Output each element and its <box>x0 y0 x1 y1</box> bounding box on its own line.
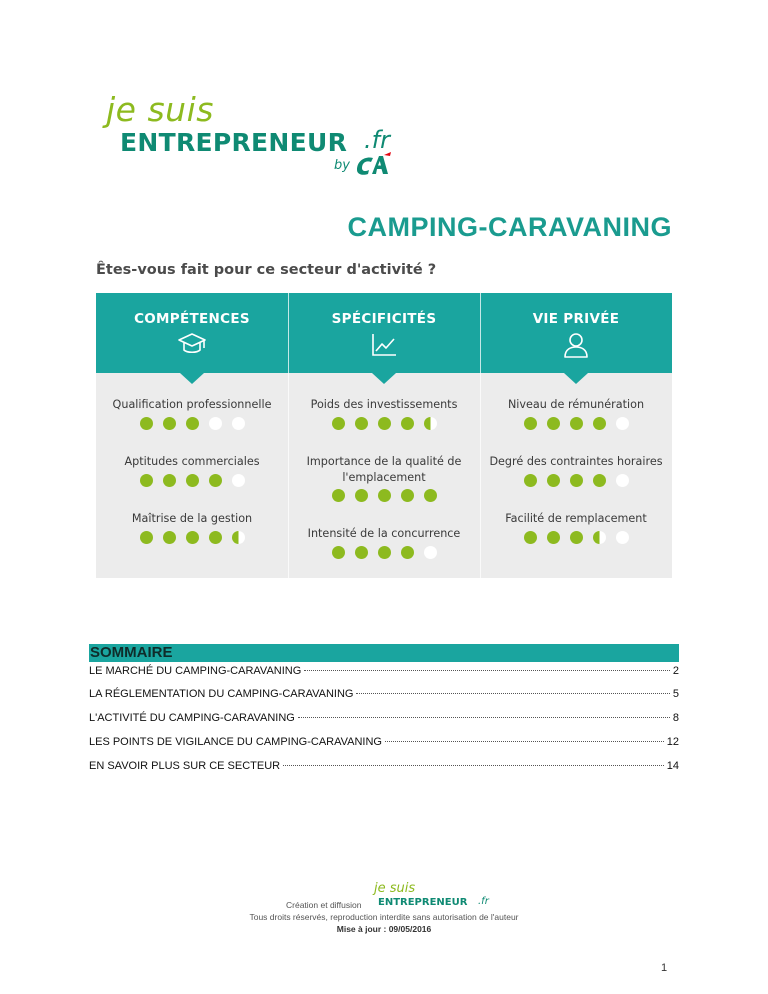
criterion-label: Importance de la qualité de l'emplacement <box>306 455 462 484</box>
rating-dot <box>424 489 437 502</box>
toc-label: LES POINTS DE VIGILANCE DU CAMPING-CARAVANING <box>89 736 382 748</box>
toc-page: 12 <box>666 736 679 748</box>
rating-dots <box>480 531 672 545</box>
rating-dot <box>140 474 153 487</box>
rating-dot <box>401 489 414 502</box>
toc-page: 14 <box>666 760 679 772</box>
footer-logo-tld: .fr <box>478 896 489 907</box>
criterion-label: Poids des investissements <box>310 398 458 411</box>
rating-dots <box>96 474 288 488</box>
rating-dot <box>209 474 222 487</box>
rating-dot <box>209 531 222 544</box>
logo-tld: .fr <box>364 126 390 154</box>
rating-dot <box>547 474 560 487</box>
toc-item[interactable] <box>89 665 679 681</box>
toc-page: 5 <box>672 688 679 700</box>
toc-leader <box>283 765 664 766</box>
rating-dot <box>593 474 606 487</box>
rating-dot <box>401 546 414 559</box>
rating-dot <box>424 417 437 430</box>
rating-dot <box>232 417 245 430</box>
line-chart-icon <box>369 331 399 359</box>
rating-dot <box>424 546 437 559</box>
rating-dot <box>232 474 245 487</box>
rating-dot <box>186 531 199 544</box>
logo-by: by <box>334 158 350 173</box>
assessment-panel <box>96 293 672 578</box>
credit-agricole-logo-icon <box>354 152 392 176</box>
criterion-label: Maîtrise de la gestion <box>131 512 253 525</box>
rating-dot <box>163 417 176 430</box>
column-header-competences <box>96 293 288 373</box>
criterion-label: Aptitudes commerciales <box>124 455 260 468</box>
rating-dot <box>332 417 345 430</box>
criterion-label: Degré des contraintes horaires <box>489 455 663 468</box>
toc-label: L'ACTIVITÉ DU CAMPING-CARAVANING <box>89 712 295 724</box>
toc-label: EN SAVOIR PLUS SUR CE SECTEUR <box>89 760 281 772</box>
footer-logo-line1: je suis <box>374 881 416 896</box>
rating-dot <box>616 531 629 544</box>
logo-line1: je suis <box>106 90 214 129</box>
rating-dot <box>524 417 537 430</box>
toc-leader <box>298 717 670 718</box>
header-pointer <box>564 373 588 384</box>
rating-dots <box>288 546 480 560</box>
rating-dot <box>378 489 391 502</box>
rating-dot <box>616 474 629 487</box>
toc-leader <box>304 670 670 671</box>
footer-creation: Création et diffusion <box>286 900 362 910</box>
rating-dot <box>570 531 583 544</box>
page-number: 1 <box>661 962 668 974</box>
rating-dot <box>524 474 537 487</box>
user-icon <box>561 331 591 359</box>
rating-dots <box>288 417 480 431</box>
toc-item[interactable] <box>89 712 679 728</box>
sommaire-heading-bar <box>89 644 679 662</box>
column-title: VIE PRIVÉE <box>532 311 620 327</box>
rating-dot <box>616 417 629 430</box>
footer-update-date: Mise à jour : 09/05/2016 <box>336 924 432 934</box>
site-logo <box>104 90 404 180</box>
rating-dot <box>355 489 368 502</box>
rating-dot <box>232 531 245 544</box>
graduation-cap-icon <box>177 331 207 359</box>
rating-dot <box>209 417 222 430</box>
toc-label: LE MARCHÉ DU CAMPING-CARAVANING <box>89 665 302 677</box>
rating-dots <box>480 417 672 431</box>
criterion-label: Intensité de la concurrence <box>307 527 461 540</box>
sector-question: Êtes-vous fait pour ce secteur d'activité ? <box>96 262 437 278</box>
toc-label: LA RÉGLEMENTATION DU CAMPING-CARAVANING <box>89 688 354 700</box>
criterion-label: Niveau de rémunération <box>507 398 645 411</box>
rating-dot <box>593 417 606 430</box>
rating-dot <box>355 417 368 430</box>
toc-leader <box>356 693 669 694</box>
toc-item[interactable] <box>89 688 679 704</box>
rating-dot <box>186 417 199 430</box>
rating-dot <box>332 489 345 502</box>
rating-dot <box>547 531 560 544</box>
rating-dot <box>140 531 153 544</box>
rating-dot <box>332 546 345 559</box>
toc-leader <box>385 741 664 742</box>
rating-dot <box>355 546 368 559</box>
rating-dot <box>524 531 537 544</box>
toc-item[interactable] <box>89 736 679 752</box>
sommaire-heading: SOMMAIRE <box>90 644 173 661</box>
column-header-vie-privee <box>480 293 672 373</box>
rating-dot <box>547 417 560 430</box>
rating-dots <box>288 489 480 503</box>
document-title: CAMPING-CARAVANING <box>347 212 672 242</box>
rating-dot <box>163 531 176 544</box>
toc-page: 8 <box>672 712 679 724</box>
criterion-label: Qualification professionnelle <box>112 398 272 411</box>
rating-dot <box>378 546 391 559</box>
rating-dots <box>96 531 288 545</box>
rating-dot <box>401 417 414 430</box>
footer-logo-line2: ENTREPRENEUR <box>378 897 468 908</box>
header-pointer <box>180 373 204 384</box>
footer-rights: Tous droits réservés, reproduction interdite sans autorisation de l'auteur <box>249 912 519 922</box>
rating-dot <box>593 531 606 544</box>
column-title: COMPÉTENCES <box>134 311 250 327</box>
toc-item[interactable] <box>89 760 679 776</box>
criterion-label: Facilité de remplacement <box>505 512 647 525</box>
column-header-specificites <box>288 293 480 373</box>
rating-dot <box>570 474 583 487</box>
rating-dot <box>570 417 583 430</box>
rating-dots <box>480 474 672 488</box>
rating-dot <box>378 417 391 430</box>
rating-dots <box>96 417 288 431</box>
rating-dot <box>140 417 153 430</box>
logo-line2: ENTREPRENEUR <box>120 128 348 157</box>
toc-page: 2 <box>672 665 679 677</box>
header-pointer <box>372 373 396 384</box>
rating-dot <box>186 474 199 487</box>
rating-dot <box>163 474 176 487</box>
column-title: SPÉCIFICITÉS <box>331 311 437 327</box>
